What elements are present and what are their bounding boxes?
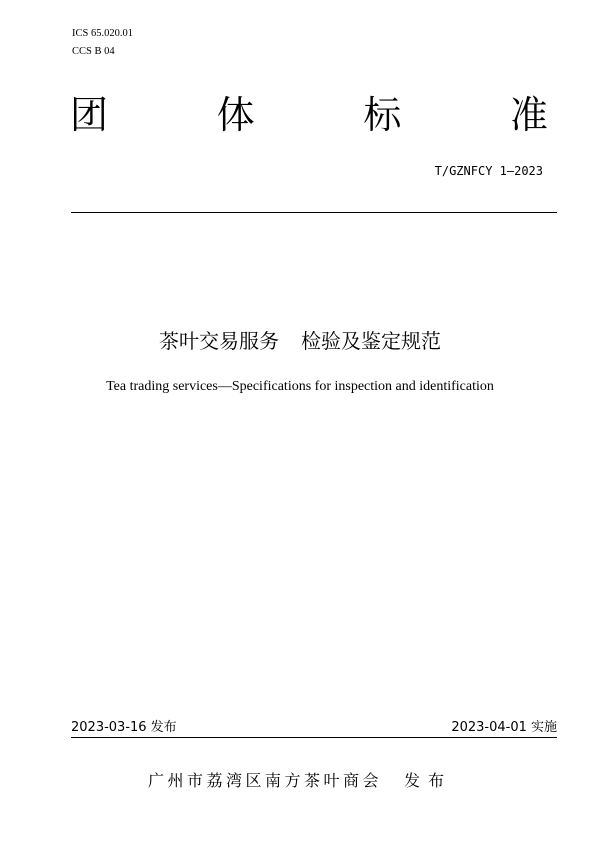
standard-type-heading (70, 93, 548, 137)
standard-type-char: 准 (509, 93, 548, 137)
english-title: Tea trading services—Specifications for inspection and identification (106, 379, 494, 394)
ics-code: ICS 65.020.01 (72, 28, 133, 39)
standard-type-char: 团 (70, 93, 109, 137)
standard-number: T/GZNFCY 1—2023 (434, 164, 543, 178)
chinese-title (0, 327, 600, 355)
implementation-date: 2023-04-01 实施 (451, 720, 557, 735)
issue-date: 2023-03-16 发布 (71, 720, 177, 735)
publisher-organization: 广州市荔湾区南方茶叶商会 (147, 771, 382, 790)
bottom-divider (71, 737, 557, 738)
publisher-action: 发布 (404, 771, 453, 790)
ccs-code: CCS B 04 (72, 46, 115, 57)
chinese-title-part1: 茶叶交易服务 (159, 329, 279, 353)
chinese-title-part2: 检验及鉴定规范 (301, 329, 441, 353)
top-divider (71, 212, 557, 213)
standard-type-char: 标 (363, 93, 402, 137)
publisher-line (0, 770, 600, 792)
standard-type-char: 体 (216, 93, 255, 137)
